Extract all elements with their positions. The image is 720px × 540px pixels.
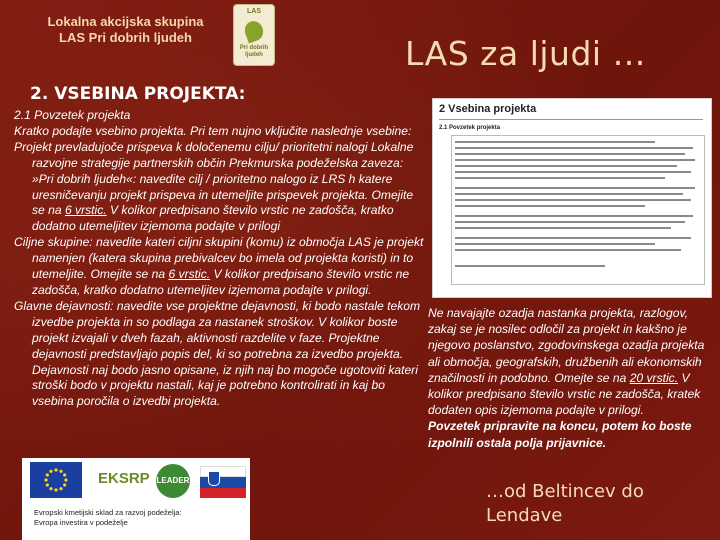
flag-stripe-red xyxy=(200,488,246,498)
flag-stripe-white xyxy=(200,466,246,477)
target-text-b: V kolikor predpisano število vrstic ne zadošča, kratko dodatno utemeljitev izjemoma podajte v prilogi. xyxy=(32,267,410,297)
logo-bottom-text xyxy=(234,45,274,59)
application-form-thumbnail xyxy=(432,98,712,298)
thumbnail-text-line xyxy=(455,165,677,167)
note-text-b: V kolikor predpisano število vrstic ne zadošča, kratek dodaten opis izjemoma podajte v prilogi. xyxy=(428,370,701,418)
thumbnail-text-line xyxy=(455,153,685,155)
org-name-line1: Lokalna akcijska skupina xyxy=(47,14,204,29)
eu-flag-icon xyxy=(30,462,82,498)
target-text-a: Ciljne skupine: navedite kateri ciljni skupini (komu) iz območja LAS je projekt namenjen (katera skupina prebivalcev bo imela od projekta koristi) in to utemeljite. Omejite se na xyxy=(14,235,424,282)
slide-title: LAS za ljudi … xyxy=(405,34,647,73)
thumbnail-text-line xyxy=(455,193,683,195)
thumbnail-title: 2 Vsebina projekta xyxy=(439,103,537,115)
thumbnail-text-line xyxy=(455,205,645,207)
fund-caption-line2: Evropa investira v podeželje xyxy=(34,518,128,527)
thumbnail-text-line xyxy=(455,177,665,179)
fund-caption xyxy=(34,508,246,528)
thumbnail-text-line xyxy=(455,227,671,229)
thumbnail-rule xyxy=(439,119,703,120)
logo-top-text: LAS xyxy=(247,8,261,15)
thumbnail-text-line xyxy=(455,199,691,201)
fund-caption-line1: Evropski kmetijski sklad za razvoj podeželja: xyxy=(34,508,182,517)
slogan-line2: Lendave xyxy=(486,505,563,526)
org-name xyxy=(28,14,223,46)
logo-bottom-line2: ljudeh xyxy=(245,52,263,58)
coat-of-arms-icon xyxy=(208,471,220,486)
leaf-icon xyxy=(242,19,266,44)
goals-line-limit: 6 vrstic. xyxy=(64,203,107,218)
eksrp-logo: EKSRP xyxy=(98,470,150,487)
section-title: 2. VSEBINA PROJEKTA: xyxy=(30,84,246,104)
goals-text-b: V kolikor predpisano število vrstic ne zadošča, kratko dodatno utemeljitev izjemoma podajte v prilogi xyxy=(32,203,394,234)
thumbnail-text-line xyxy=(455,249,681,251)
left-body-text xyxy=(14,108,424,410)
thumbnail-field-box xyxy=(451,135,705,285)
summary-intro: Kratko podajte vsebino projekta. Pri tem nujno vključite naslednje vsebine: xyxy=(14,123,412,138)
thumbnail-text-line xyxy=(455,159,695,161)
flag-stripe-blue xyxy=(200,477,246,488)
target-line-limit: 6 vrstic. xyxy=(168,267,211,282)
right-body-text xyxy=(428,305,716,451)
target-groups-paragraph xyxy=(14,235,424,299)
thumbnail-text-line xyxy=(455,141,655,143)
las-logo xyxy=(233,4,275,66)
slovenia-flag-icon xyxy=(200,466,246,498)
slogan-line1: …od Beltincev do xyxy=(486,481,644,502)
thumbnail-text-line xyxy=(455,215,693,217)
thumbnail-subtitle: 2.1 Povzetek projekta xyxy=(439,125,501,131)
background-note xyxy=(428,305,716,418)
eu-stars-icon xyxy=(30,462,82,498)
org-name-line2: LAS Pri dobrih ljudeh xyxy=(59,30,192,45)
note-line-limit: 20 vrstic. xyxy=(629,370,679,385)
thumbnail-text-line xyxy=(455,265,605,267)
activities-paragraph: Glavne dejavnosti: navedite vse projektne dejavnosti, ki bodo nastale tekom izvedbe projekta in so podlaga za nastanek stroškov. V kolikor boste projekt izvajali v dveh fazah, aktivnosti razdelite v faze. Projektne dejavnosti predstavljajo popis del, ki so potrebna za izvedbo projekta. Dejavnosti naj bodo jasno opisane, iz njih naj bo mogoče ugotoviti kateri stroški bodo v projektu nastali, kaj je potrebno kontrolirati in kaj bo vsebina poročila o izvedbi projekta. xyxy=(14,298,421,409)
leader-logo: LEADER xyxy=(156,464,190,498)
logo-bottom-line1: Pri dobrih xyxy=(239,45,269,51)
note-text-a: Ne navajajte ozadja nastanka projekta, razlogov, zakaj se je nosilec odločil za projekt in kakšno je njegovo poslanstvo, zgodovinskega ozadja projekta ali območja, geografskih, družbenih ali ekonomskih značilnosti in podobno. Omejte se na xyxy=(428,306,705,385)
summary-timing-note: Povzetek pripravite na koncu, potem ko boste izpolnili ostala polja prijavnice. xyxy=(428,419,692,450)
thumbnail-text-line xyxy=(455,171,691,173)
slogan xyxy=(486,480,686,528)
thumbnail-text-line xyxy=(455,221,685,223)
thumbnail-text-line xyxy=(455,243,655,245)
goals-text-a: Projekt prevladujoče prispeva k določenemu cilju/ prioritetni nalogi Lokalne razvojne strategije partnerskih občin Prekmurska podeželska zaveza: »Pri dobrih ljudeh«: navedite cilj / prioritetno nalogo iz LRS h katere uresničevanju projekt prispeva in utemeljite prispevek projekta. Omejite se na xyxy=(14,139,414,218)
funding-logos-strip xyxy=(22,458,250,540)
thumbnail-text-line xyxy=(455,237,691,239)
thumbnail-text-line xyxy=(455,147,693,149)
thumbnail-text-line xyxy=(455,187,695,189)
goals-paragraph xyxy=(14,140,424,235)
summary-heading: 2.1 Povzetek projekta xyxy=(14,108,131,122)
